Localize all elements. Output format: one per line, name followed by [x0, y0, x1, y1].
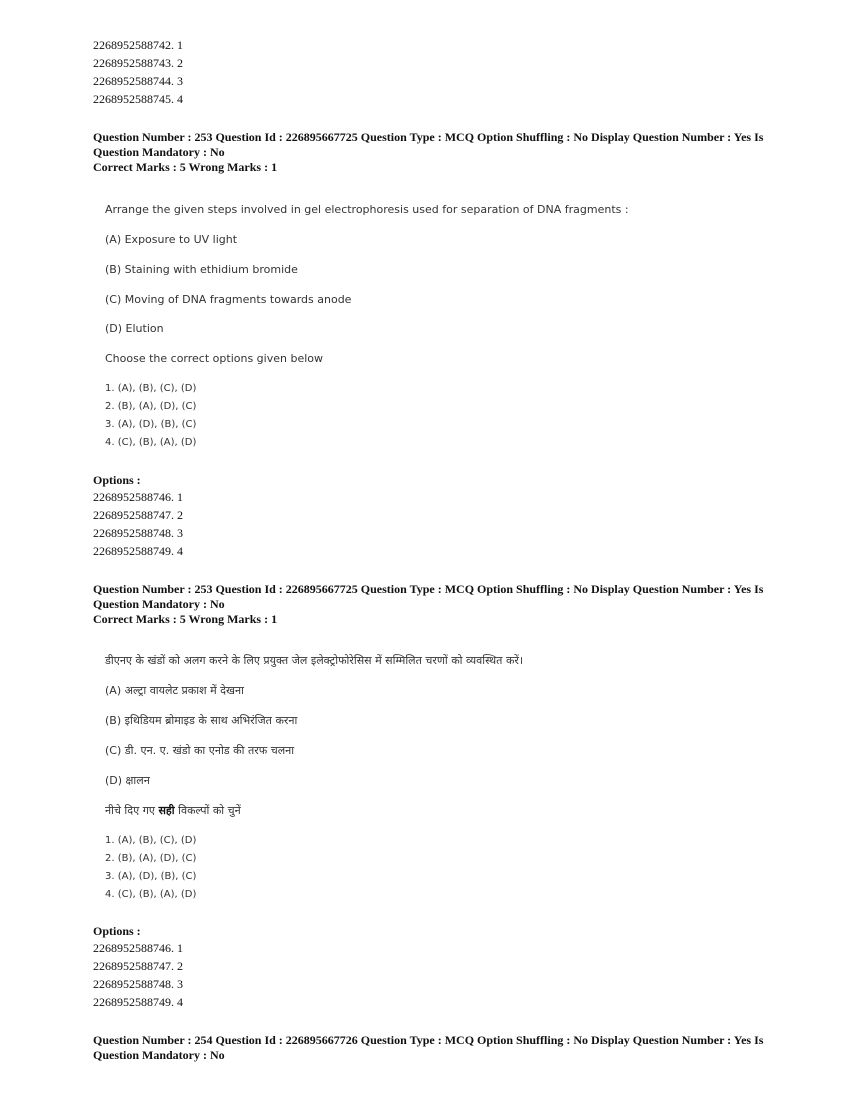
option-line: 2268952588746. 1: [93, 490, 183, 504]
step-d-hindi: (D) क्षालन: [105, 774, 150, 787]
option-line: 2268952588744. 3: [93, 74, 183, 88]
question-header: Question Number : 253 Question Id : 226895667725 Question Type : MCQ Option Shuffling : No Display Question Number : Yes Is: [93, 130, 764, 144]
option-line: 2268952588748. 3: [93, 526, 183, 540]
question-header: Question Number : 253 Question Id : 226895667725 Question Type : MCQ Option Shuffling : No Display Question Number : Yes Is: [93, 582, 764, 596]
answer-choice: 1. (A), (B), (C), (D): [105, 383, 197, 394]
choose-instruction-hindi: [105, 804, 241, 818]
question-header: Question Number : 254 Question Id : 226895667726 Question Type : MCQ Option Shuffling : No Display Question Number : Yes Is: [93, 1033, 764, 1047]
choose-post: विकल्पों को चुनें: [174, 804, 241, 817]
question-marks: Correct Marks : 5 Wrong Marks : 1: [93, 160, 278, 174]
option-line: 2268952588747. 2: [93, 959, 183, 973]
question-mandatory: Question Mandatory : No: [93, 597, 225, 611]
step-a-hindi: (A) अल्ट्रा वायलेट प्रकाश में देखना: [105, 684, 244, 697]
step-c-hindi: (C) डी. एन. ए. खंडो का एनोड की तरफ चलना: [105, 744, 295, 757]
answer-choice: 4. (C), (B), (A), (D): [105, 889, 197, 900]
step-b: (B) Staining with ethidium bromide: [105, 263, 298, 276]
options-label: Options :: [93, 924, 141, 938]
step-d: (D) Elution: [105, 322, 164, 335]
question-mandatory: Question Mandatory : No: [93, 1048, 225, 1062]
step-b-hindi: (B) इथिडियम ब्रोमाइड के साथ अभिरंजित करना: [105, 714, 298, 727]
option-line: 2268952588747. 2: [93, 508, 183, 522]
option-line: 2268952588743. 2: [93, 56, 183, 70]
option-line: 2268952588748. 3: [93, 977, 183, 991]
step-c: (C) Moving of DNA fragments towards anode: [105, 293, 352, 306]
answer-choice: 2. (B), (A), (D), (C): [105, 853, 197, 864]
answer-choice: 2. (B), (A), (D), (C): [105, 401, 197, 412]
step-a: (A) Exposure to UV light: [105, 233, 238, 246]
option-line: 2268952588749. 4: [93, 995, 183, 1009]
answer-choice: 4. (C), (B), (A), (D): [105, 437, 197, 448]
choose-instruction: Choose the correct options given below: [105, 352, 323, 365]
question-mandatory: Question Mandatory : No: [93, 145, 225, 159]
answer-choice: 1. (A), (B), (C), (D): [105, 835, 197, 846]
choose-bold: सही: [158, 804, 175, 817]
option-line: 2268952588745. 4: [93, 92, 183, 106]
answer-choice: 3. (A), (D), (B), (C): [105, 871, 197, 882]
choose-pre: नीचे दिए गए: [105, 804, 159, 817]
question-text-hindi: डीएनए के खंडों को अलग करने के लिए प्रयुक्त जेल इलेक्ट्रोफोरेसिस में सम्मिलित चरणों को व्यवस्थित करें।: [105, 654, 524, 667]
answer-choice: 3. (A), (D), (B), (C): [105, 419, 197, 430]
option-line: 2268952588749. 4: [93, 544, 183, 558]
option-line: 2268952588746. 1: [93, 941, 183, 955]
option-line: 2268952588742. 1: [93, 38, 183, 52]
options-label: Options :: [93, 473, 141, 487]
question-text: Arrange the given steps involved in gel electrophoresis used for separation of DNA fragments :: [105, 203, 629, 216]
question-marks: Correct Marks : 5 Wrong Marks : 1: [93, 612, 278, 626]
